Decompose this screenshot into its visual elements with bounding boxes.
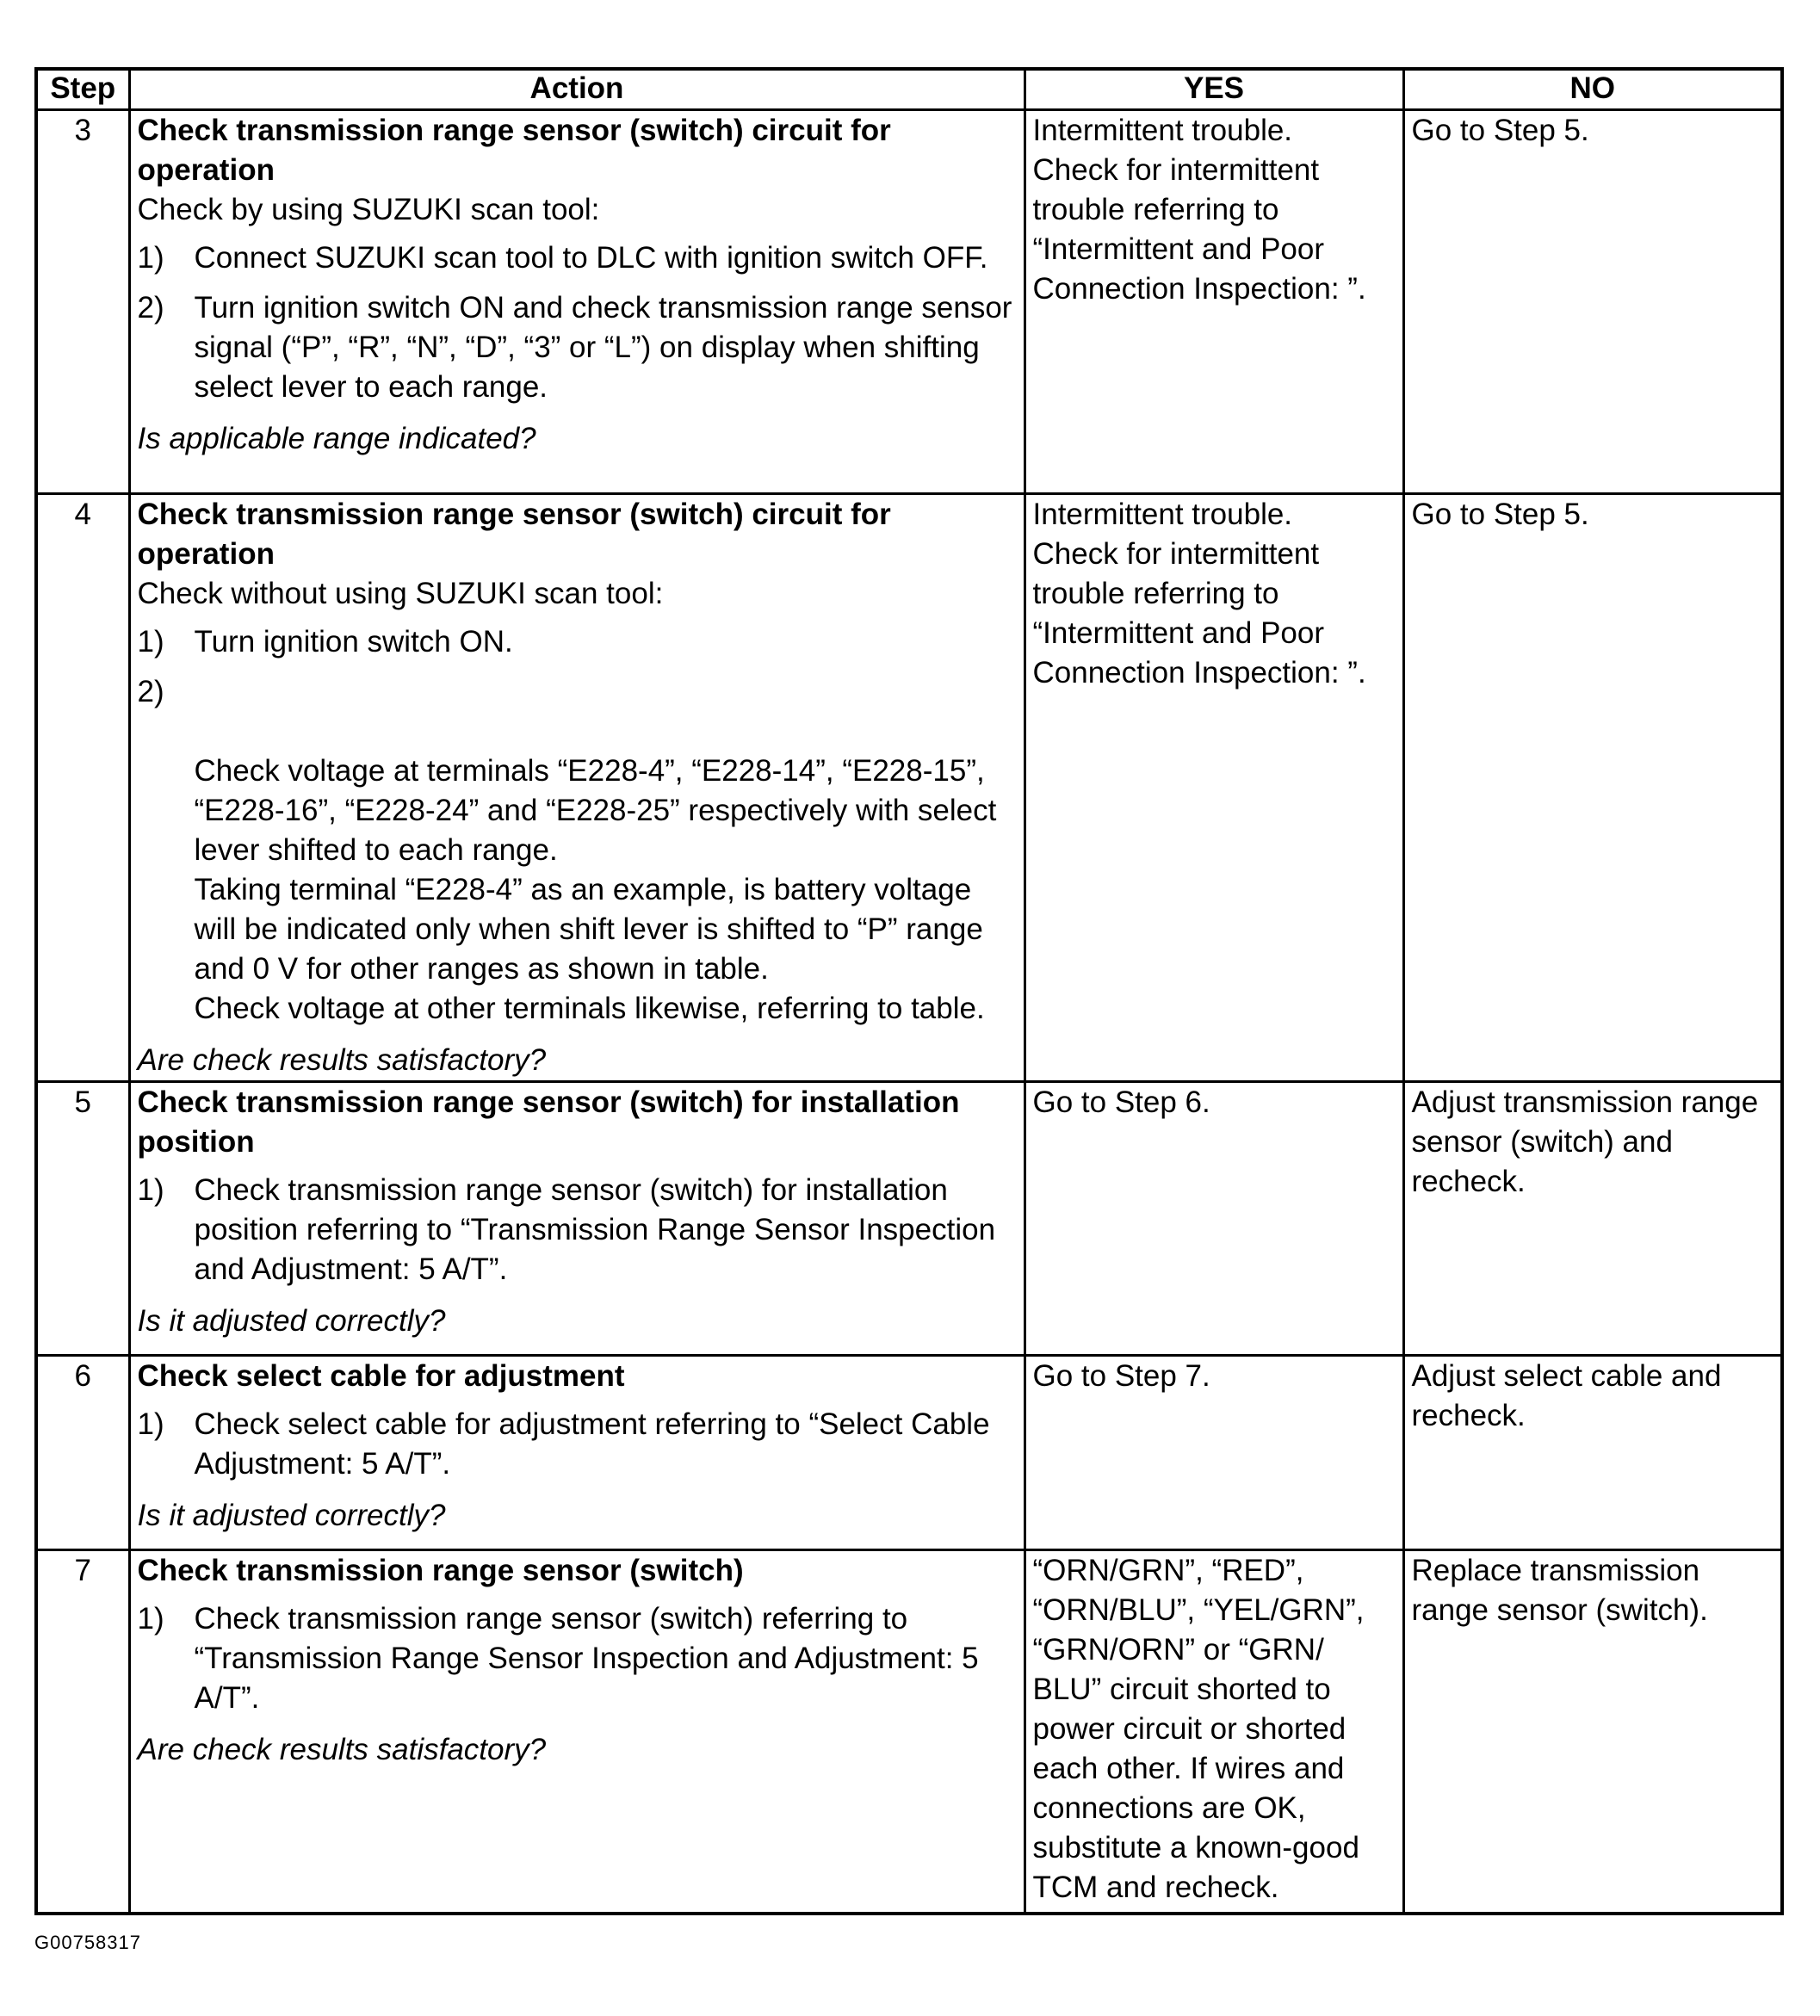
table-row [36, 1356, 1782, 1550]
step-number: 7 [36, 1550, 129, 1914]
header-action: Action [129, 69, 1025, 110]
substep-item [138, 672, 1017, 1029]
step-number: 6 [36, 1356, 129, 1550]
action-cell [129, 110, 1025, 494]
substep-number: 1) [137, 625, 164, 659]
step-number: 3 [36, 110, 129, 494]
no-cell [1403, 1356, 1782, 1550]
action-title: Check select cable for adjustment [137, 1359, 625, 1393]
action-question: Are check results satisfactory? [137, 1043, 547, 1077]
action-question: Are check results satisfactory? [137, 1733, 547, 1766]
yes-text: Go to Step 6. [1032, 1085, 1210, 1119]
substep-text: Check transmission range sensor (switch) referring to “Transmission Range Sensor Inspection and Adjustment: 5 A/T”. [194, 1602, 979, 1715]
substep-text: Turn ignition switch ON. [194, 625, 513, 659]
yes-cell [1025, 110, 1403, 494]
substep-number: 1) [137, 1407, 164, 1441]
no-text: Replace transmission range sensor (switch). [1411, 1554, 1708, 1627]
substep-text: Check transmission range sensor (switch) for installation position referring to “Transmission Range Sensor Inspection and Adjustment: 5 A/T”. [194, 1173, 996, 1286]
yes-cell [1025, 1356, 1403, 1550]
header-yes: YES [1025, 69, 1403, 110]
substep-list [138, 1171, 1017, 1289]
substep-text: Connect SUZUKI scan tool to DLC with ignition switch OFF. [194, 241, 988, 275]
action-cell [129, 494, 1025, 1082]
substep-item [138, 238, 1017, 278]
yes-text: Intermittent trouble. Check for intermittent trouble referring to “Intermittent and Poor Connection Inspection: ”. [1032, 114, 1366, 306]
figure-id: G00758317 [34, 1932, 141, 1953]
no-cell [1403, 110, 1782, 494]
diagnostic-flow-table [34, 67, 1784, 1915]
substep-text: Check voltage at terminals “E228-4”, “E228-14”, “E228-15”, “E228-16”, “E228-24” and “E228-25” respectively with select lever shifted to each range. Taking terminal “E228-4” as an example, is battery voltage will be indicated only when shift lever is shifted to “P” range and 0 V for other ranges as shown in table. Check voltage at other terminals likewise, referring to table. [194, 754, 997, 1025]
no-cell [1403, 1082, 1782, 1356]
table-row [36, 494, 1782, 1082]
header-no: NO [1403, 69, 1782, 110]
substep-number: 1) [137, 1602, 164, 1636]
substep-item [138, 622, 1017, 662]
table-row [36, 1550, 1782, 1914]
substep-number: 1) [137, 241, 164, 275]
table-row [36, 1082, 1782, 1356]
header-step: Step [36, 69, 129, 110]
no-cell [1403, 494, 1782, 1082]
action-title: Check transmission range sensor (switch) [137, 1554, 744, 1587]
action-cell [129, 1082, 1025, 1356]
table-row [36, 110, 1782, 494]
table-body [36, 110, 1782, 1914]
substep-item [138, 1599, 1017, 1718]
substep-number: 1) [137, 1173, 164, 1207]
yes-cell [1025, 1550, 1403, 1914]
substep-text: Turn ignition switch ON and check transmission range sensor signal (“P”, “R”, “N”, “D”, “3” or “L”) on display when shifting select lever to each range. [194, 291, 1012, 404]
yes-text: “ORN/GRN”, “RED”, “ORN/BLU”, “YEL/GRN”, “GRN/ORN” or “GRN/ BLU” circuit shorted to power circuit or shorted each other. If wires and connections are OK, substitute a known-good TCM and recheck. [1032, 1554, 1365, 1904]
action-question: Is it adjusted correctly? [137, 1304, 446, 1338]
substep-text: Check select cable for adjustment referring to “Select Cable Adjustment: 5 A/T”. [194, 1407, 990, 1481]
action-question: Is it adjusted correctly? [137, 1499, 446, 1532]
table-header-row [36, 69, 1782, 110]
action-title: Check transmission range sensor (switch) circuit for operation [137, 498, 891, 571]
no-text: Adjust select cable and recheck. [1411, 1359, 1722, 1432]
substep-list [138, 238, 1017, 407]
step-number: 5 [36, 1082, 129, 1356]
substep-item [138, 288, 1017, 407]
substep-number: 2) [137, 291, 164, 325]
yes-cell [1025, 494, 1403, 1082]
substep-list [138, 622, 1017, 1029]
yes-text: Intermittent trouble. Check for intermittent trouble referring to “Intermittent and Poor Connection Inspection: ”. [1032, 498, 1366, 690]
step-number: 4 [36, 494, 129, 1082]
no-text: Go to Step 5. [1411, 114, 1589, 147]
action-title: Check transmission range sensor (switch) for installation position [137, 1085, 960, 1159]
action-intro: Check without using SUZUKI scan tool: [137, 577, 664, 610]
action-cell [129, 1356, 1025, 1550]
action-title: Check transmission range sensor (switch) circuit for operation [137, 114, 891, 187]
yes-cell [1025, 1082, 1403, 1356]
action-intro: Check by using SUZUKI scan tool: [137, 193, 600, 226]
no-cell [1403, 1550, 1782, 1914]
substep-item [138, 1405, 1017, 1484]
substep-number: 2) [137, 675, 164, 708]
substep-list [138, 1599, 1017, 1718]
no-text: Go to Step 5. [1411, 498, 1589, 531]
action-cell [129, 1550, 1025, 1914]
diagnostic-flow-table-container [34, 67, 1780, 1915]
no-text: Adjust transmission range sensor (switch) and recheck. [1411, 1085, 1759, 1198]
action-question: Is applicable range indicated? [137, 422, 536, 455]
substep-list [138, 1405, 1017, 1484]
substep-item [138, 1171, 1017, 1289]
yes-text: Go to Step 7. [1032, 1359, 1210, 1393]
